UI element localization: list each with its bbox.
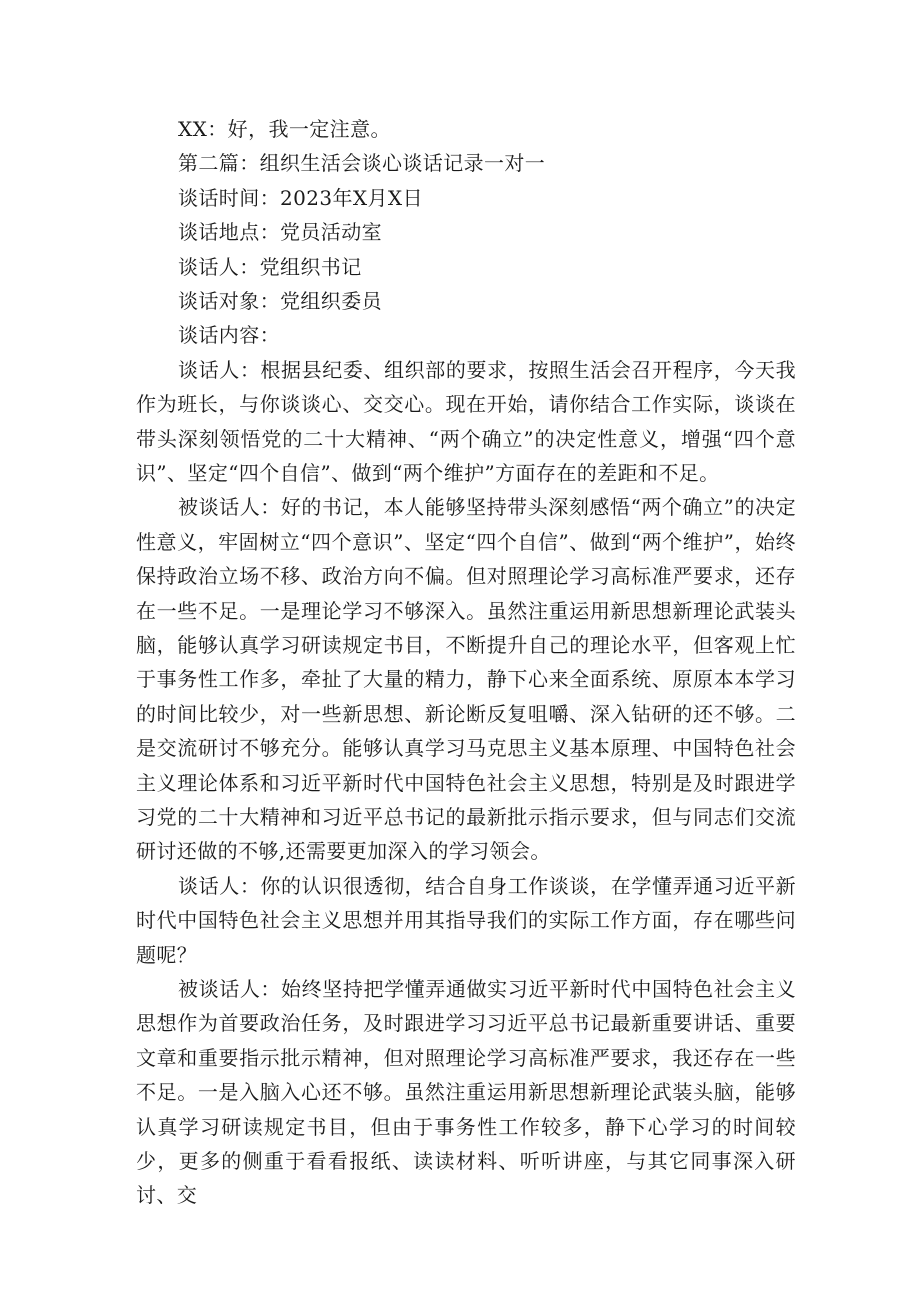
paragraph-talker-question: 谈话人：你的认识很透彻，结合自身工作谈谈，在学懂弄通习近平新时代中国特色社会主义思想并用其指导我们的实际工作方面，存在哪些问题呢？ (136, 873, 796, 967)
reply-line: XX：好，我一定注意。 (178, 117, 391, 141)
document-body (136, 112, 796, 1213)
talker: 谈话人：党组织书记 (178, 254, 362, 279)
section-title: 第二篇：组织生活会谈心谈话记录一对一 (178, 151, 546, 176)
talk-time: 谈话时间：2023年X月X日 (178, 185, 423, 210)
talk-target: 谈话对象：党组织委员 (178, 288, 382, 313)
paragraph-reply-2: 被谈话人：始终坚持把学懂弄通做实习近平新时代中国特色社会主义思想作为首要政治任务，及时跟进学习习近平总书记最新重要讲话、重要文章和重要指示批示精神，但对照理论学习高标准严要求，我还存在一些不足。一是入脑入心还不够。虽然注重运用新思想新理论武装头脑，能够认真学习研读规定书目，但由于事务性工作较多，静下心学习的时间较少，更多的侧重于看看报纸、读读材料、听听讲座，与其它同事深入研讨、交 (136, 977, 796, 1208)
talk-location: 谈话地点：党员活动室 (178, 220, 382, 245)
paragraph-talker-opening: 谈话人：根据县纪委、组织部的要求，按照生活会召开程序，今天我作为班长，与你谈谈心、交交心。现在开始，请你结合工作实际，谈谈在带头深刻领悟党的二十大精神、“两个确立”的决定性意义，增强“四个意识”、坚定“四个自信”、做到“两个维护”方面存在的差距和不足。 (136, 357, 796, 485)
paragraph-reply-1: 被谈话人：好的书记，本人能够坚持带头深刻感悟“两个确立”的决定性意义，牢固树立“四个意识”、坚定“四个自信”、做到“两个维护”，始终保持政治立场不移、政治方向不偏。但对照理论学习高标准严要求，还存在一些不足。一是理论学习不够深入。虽然注重运用新思想新理论武装头脑，能够认真学习研读规定书目，不断提升自己的理论水平，但客观上忙于事务性工作多，牵扯了大量的精力，静下心来全面系统、原原本本学习的时间比较少，对一些新思想、新论断反复咀嚼、深入钻研的还不够。二是交流研讨不够充分。能够认真学习马克思主义基本原理、中国特色社会主义理论体系和习近平新时代中国特色社会主义思想，特别是及时跟进学习党的二十大精神和习近平总书记的最新批示指示要求，但与同志们交流研讨还做的不够,还需要更加深入的学习领会。 (136, 495, 796, 864)
talk-content-label: 谈话内容： (178, 323, 280, 348)
